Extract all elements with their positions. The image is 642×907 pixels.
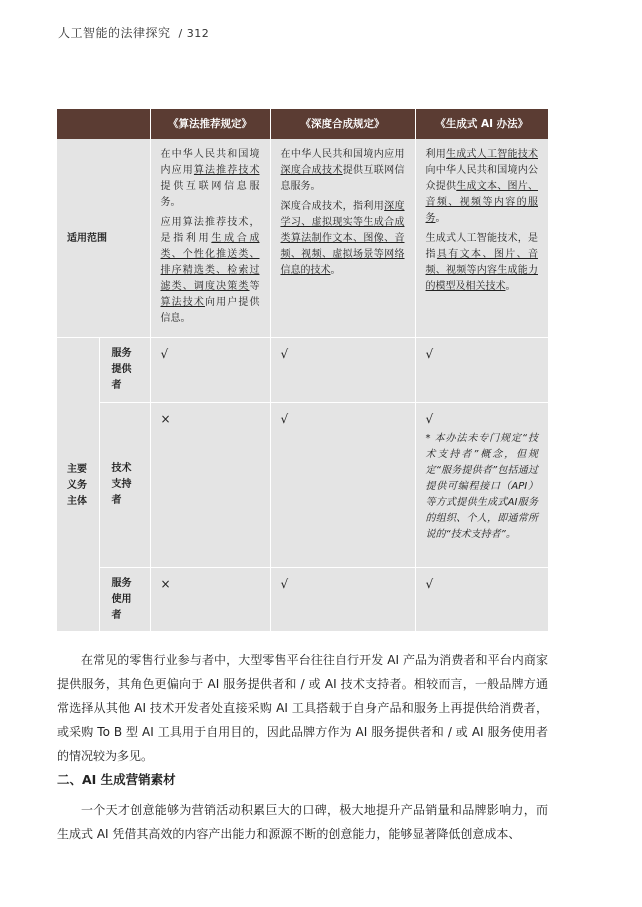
book-title: 人工智能的法律探究 <box>58 26 171 40</box>
regulation-comparison-table <box>57 109 548 632</box>
subject-label-tech-supporter: 技术支持者 <box>99 403 150 568</box>
scope-gen-cell: 利用生成式人工智能技术向中华人民共和国境内公众提供生成文本、图片、音频、视频等内容的服务。 生成式人工智能技术，是指具有文本、图片、音频、视频等内容生成能力的模型及相关技术。 <box>415 139 548 338</box>
page-number: / 312 <box>178 27 210 40</box>
subjects-label: 主要义务主体 <box>57 338 99 632</box>
body-paragraph-1: 在常见的零售行业参与者中，大型零售平台往往自行开发 AI 产品为消费者和平台内商家提供服务，其角色更偏向于 AI 服务提供者和 / 或 AI 技术支持者。相较而言，一般品牌方通常选择从其他 AI 技术开发者处直接采购 AI 工具搭载于自身产品和服务上再提供给消费者，或采购 To B 型 AI 工具用于自用目的，因此品牌方作为 AI 服务提供者和 / 或 AI 服务使用者的情况较为多见。 <box>57 653 548 763</box>
tech-gen-cell <box>415 403 548 568</box>
col-header-gen: 《生成式 AI 办法》 <box>415 109 548 139</box>
subject-label-provider: 服务提供者 <box>99 338 150 403</box>
subject-row-tech-supporter <box>57 403 548 568</box>
col-header-algo: 《算法推荐规定》 <box>150 109 270 139</box>
scope-row <box>57 139 548 338</box>
section-title: 二、AI 生成营销素材 <box>57 772 176 787</box>
provider-gen-mark: √ <box>415 338 548 403</box>
body-paragraph-2: 一个天才创意能够为营销活动积累巨大的口碑，极大地提升产品销量和品牌影响力，而生成式 AI 凭借其高效的内容产出能力和源源不断的创意能力，能够显著降低创意成本、 <box>57 803 548 841</box>
subject-row-provider <box>57 338 548 403</box>
tech-algo-mark: × <box>150 403 270 568</box>
user-gen-mark: √ <box>415 568 548 632</box>
header-corner <box>57 109 150 139</box>
col-header-deep: 《深度合成规定》 <box>270 109 415 139</box>
table-header-row <box>57 109 548 139</box>
tech-gen-mark: √ <box>425 412 434 426</box>
subject-label-user: 服务使用者 <box>99 568 150 632</box>
provider-deep-mark: √ <box>270 338 415 403</box>
page-header <box>58 24 209 41</box>
user-algo-mark: × <box>150 568 270 632</box>
scope-label: 适用范围 <box>57 139 150 338</box>
provider-algo-mark: √ <box>150 338 270 403</box>
tech-deep-mark: √ <box>270 403 415 568</box>
subject-row-user <box>57 568 548 632</box>
scope-deep-cell: 在中华人民共和国境内应用深度合成技术提供互联网信息服务。 深度合成技术，指利用深度学习、虚拟现实等生成合成类算法制作文本、图像、音频、视频、虚拟场景等网络信息的技术。 <box>270 139 415 338</box>
tech-gen-note: * 本办法未专门规定“技术支持者”概念，但规定“服务提供者”包括通过提供可编程接口（API）等方式提供生成式AI服务的组织、个人，即通常所说的“技术支持者”。 <box>425 433 538 540</box>
scope-algo-cell: 在中华人民共和国境内应用算法推荐技术提供互联网信息服务。 应用算法推荐技术，是指利用生成合成类、个性化推送类、排序精选类、检索过滤类、调度决策类等算法技术向用户提供信息。 <box>150 139 270 338</box>
user-deep-mark: √ <box>270 568 415 632</box>
